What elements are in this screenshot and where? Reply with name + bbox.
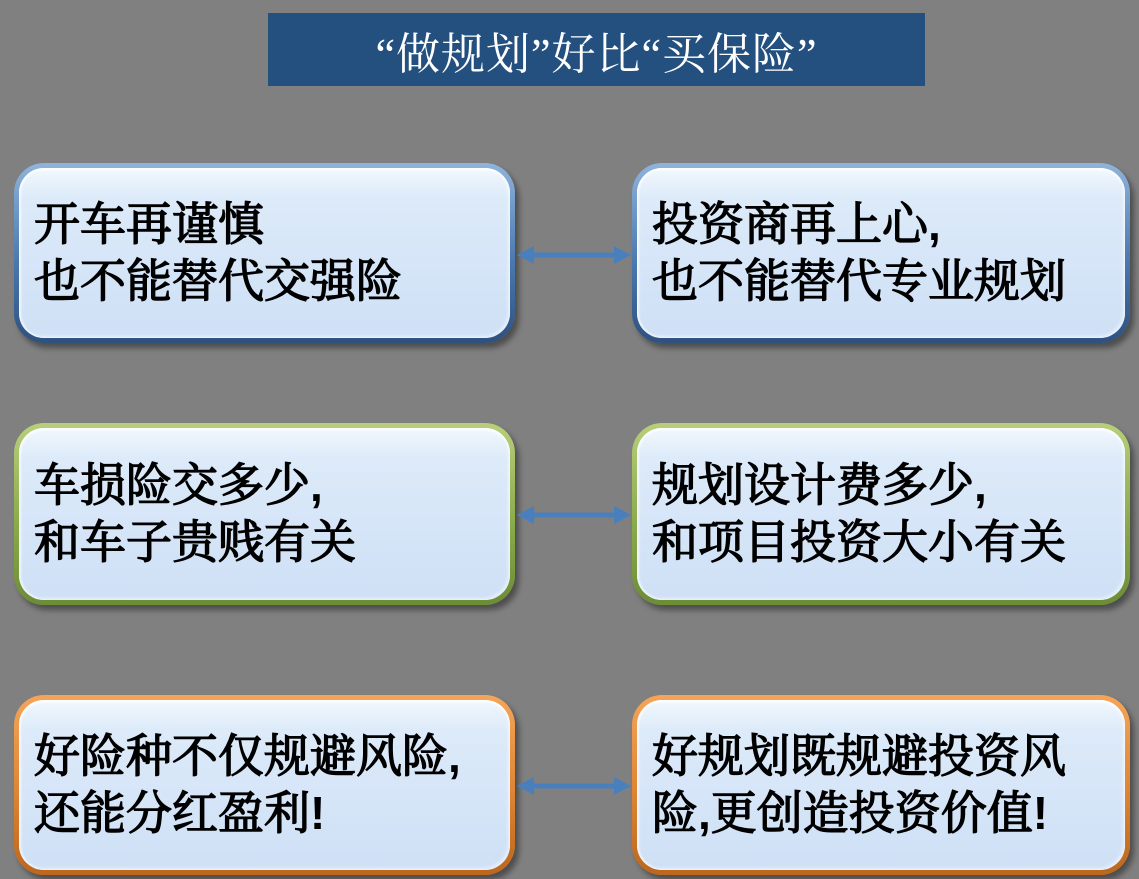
card-row1-left bbox=[14, 163, 515, 343]
card-row2-right bbox=[632, 423, 1130, 605]
slide-title bbox=[268, 13, 925, 86]
card-row1-right bbox=[632, 163, 1130, 343]
card-row2-right-line2: 和项目投资大小有关 bbox=[652, 516, 1066, 568]
card-row1-left-line2: 也不能替代交强险 bbox=[34, 255, 402, 307]
card-row2-right-body bbox=[637, 428, 1125, 600]
card-row3-right-line1: 好规划既规避投资风 bbox=[652, 730, 1066, 782]
double-arrow-icon bbox=[517, 243, 631, 267]
card-row1-left-line1: 开车再谨慎 bbox=[34, 198, 264, 250]
card-row2-left-line1: 车损险交多少, bbox=[34, 459, 323, 511]
double-arrow-icon bbox=[517, 503, 631, 527]
card-row2-right-line1: 规划设计费多少, bbox=[652, 459, 987, 511]
card-row1-right-line2: 也不能替代专业规划 bbox=[652, 255, 1066, 307]
slide-title-text: “做规划”好比“买保险” bbox=[375, 29, 818, 79]
card-row3-right-body bbox=[637, 700, 1125, 870]
card-row3-right bbox=[632, 695, 1130, 875]
double-arrow-icon bbox=[517, 774, 631, 798]
card-row1-left-body bbox=[19, 168, 510, 338]
card-row1-right-body bbox=[637, 168, 1125, 338]
card-row3-left-line2: 还能分红盈利! bbox=[34, 787, 326, 839]
card-row2-left bbox=[14, 423, 515, 605]
card-row3-left bbox=[14, 695, 515, 875]
card-row2-left-line2: 和车子贵贱有关 bbox=[34, 516, 356, 568]
card-row3-left-line1: 好险种不仅规避风险, bbox=[34, 730, 461, 782]
card-row2-left-body bbox=[19, 428, 510, 600]
card-row3-left-body bbox=[19, 700, 510, 870]
card-row1-right-line1: 投资商再上心, bbox=[652, 198, 941, 250]
card-row3-right-line2: 险,更创造投资价值! bbox=[652, 787, 1049, 839]
